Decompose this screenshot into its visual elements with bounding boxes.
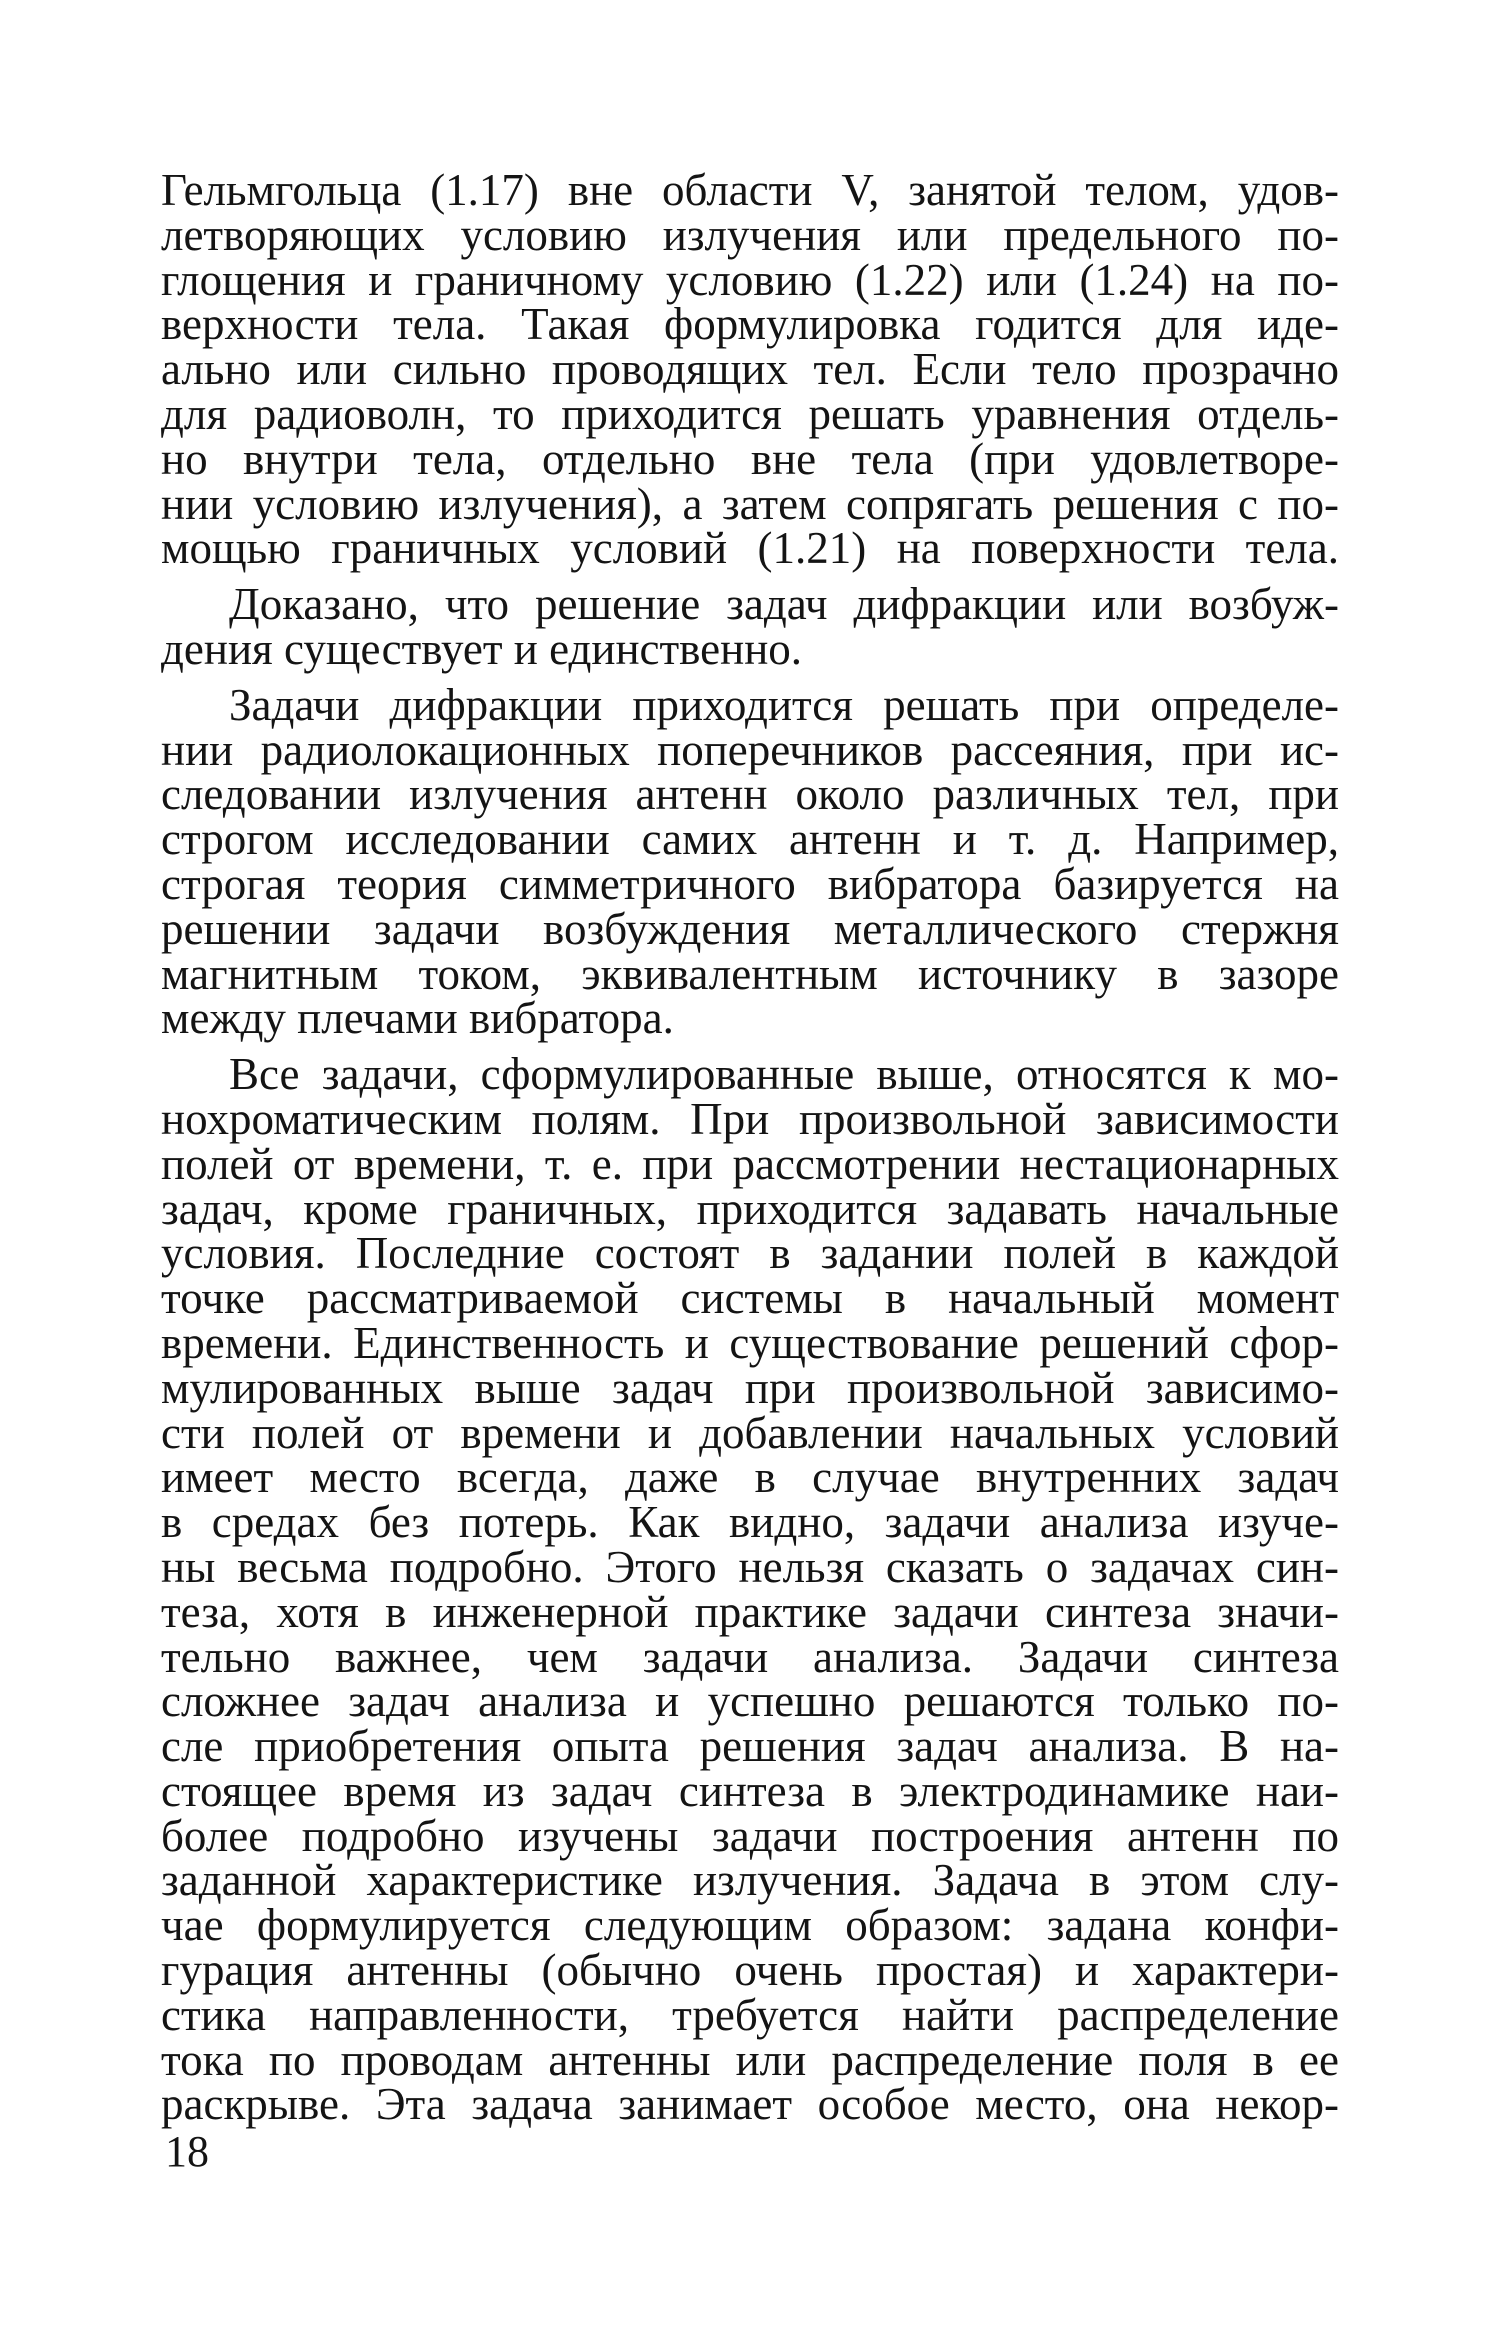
text-line: для радиоволн, то приходится решать уравнения отдель- bbox=[161, 388, 1339, 439]
text-line: летворяющих условию излучения или предельного по- bbox=[161, 209, 1339, 260]
text-line: Все задачи, сформулированные выше, относятся к мо- bbox=[229, 1049, 1339, 1100]
text-line: мощью граничных условий (1.21) на поверхности тела. bbox=[161, 523, 1339, 574]
text-line: между плечами вибратора. bbox=[161, 993, 674, 1044]
text-line: строгом исследовании самих антенн и т. д. Например, bbox=[161, 814, 1339, 865]
text-line: чае формулируется следующим образом: задана конфи- bbox=[161, 1900, 1339, 1951]
text-line: магнитным током, эквивалентным источнику в зазоре bbox=[161, 948, 1339, 999]
text-line: Задачи дифракции приходится решать при определе- bbox=[229, 679, 1339, 730]
text-line: глощения и граничному условию (1.22) или (1.24) на по- bbox=[161, 254, 1339, 305]
text-line: тельно важнее, чем задачи анализа. Задачи синтеза bbox=[161, 1631, 1339, 1682]
text-line: сти полей от времени и добавлении начальных условий bbox=[161, 1407, 1339, 1458]
text-line: ально или сильно проводящих тел. Если тело прозрачно bbox=[161, 344, 1339, 395]
text-line: решении задачи возбуждения металлического стержня bbox=[161, 903, 1339, 954]
text-line: раскрыве. Эта задача занимает особое место, она некор- bbox=[161, 2079, 1339, 2130]
text-line: полей от времени, т. е. при рассмотрении нестационарных bbox=[161, 1138, 1339, 1189]
text-line: мулированных выше задач при произвольной зависимо- bbox=[161, 1362, 1339, 1413]
text-line: стика направленности, требуется найти распределение bbox=[161, 1989, 1339, 2040]
text-line: гурация антенны (обычно очень простая) и характери- bbox=[161, 1945, 1339, 1996]
text-line: более подробно изучены задачи построения антенн по bbox=[161, 1810, 1339, 1861]
text-line: сле приобретения опыта решения задач анализа. В на- bbox=[161, 1721, 1339, 1772]
text-line: нии радиолокационных поперечников рассеяния, при ис- bbox=[161, 724, 1339, 775]
page-body bbox=[161, 165, 1339, 2138]
text-line: заданной характеристике излучения. Задача в этом слу- bbox=[161, 1855, 1339, 1906]
text-line: нии условию излучения), а затем сопрягать решения с по- bbox=[161, 478, 1339, 529]
text-line: дения существует и единственно. bbox=[161, 623, 803, 674]
text-line: сложнее задач анализа и успешно решаются только по- bbox=[161, 1676, 1339, 1727]
text-line: но внутри тела, отдельно вне тела (при удовлетворе- bbox=[161, 433, 1339, 484]
paragraph-4 bbox=[161, 1049, 1339, 2130]
text-line: стоящее время из задач синтеза в электродинамике наи- bbox=[161, 1765, 1339, 1816]
text-line: ны весьма подробно. Этого нельзя сказать о задачах син- bbox=[161, 1541, 1339, 1592]
text-line: строгая теория симметричного вибратора базируется на bbox=[161, 858, 1339, 909]
text-line: в средах без потерь. Как видно, задачи анализа изуче- bbox=[161, 1497, 1339, 1548]
paragraph-3 bbox=[161, 679, 1339, 1044]
text-line: условия. Последние состоят в задании полей в каждой bbox=[161, 1228, 1339, 1279]
text-line: Доказано, что решение задач дифракции или возбуж- bbox=[229, 579, 1339, 630]
text-line: задач, кроме граничных, приходится задавать начальные bbox=[161, 1183, 1339, 1234]
text-line: Гельмгольца (1.17) вне области V, занятой телом, удов- bbox=[161, 165, 1339, 215]
text-line: верхности тела. Такая формулировка годится для иде- bbox=[161, 299, 1339, 350]
paragraph-1 bbox=[161, 165, 1339, 574]
text-line: имеет место всегда, даже в случае внутренних задач bbox=[161, 1452, 1339, 1503]
text-line: тока по проводам антенны или распределение поля в ее bbox=[161, 2034, 1339, 2085]
text-line: теза, хотя в инженерной практике задачи синтеза значи- bbox=[161, 1586, 1339, 1637]
page-number: 18 bbox=[165, 2127, 209, 2176]
text-line: нохроматическим полям. При произвольной зависимости bbox=[161, 1093, 1339, 1144]
text-line: времени. Единственность и существование решений сфор- bbox=[161, 1317, 1339, 1368]
text-line: точке рассматриваемой системы в начальный момент bbox=[161, 1273, 1339, 1324]
paragraph-2 bbox=[161, 579, 1339, 674]
text-line: следовании излучения антенн около различных тел, при bbox=[161, 769, 1339, 820]
